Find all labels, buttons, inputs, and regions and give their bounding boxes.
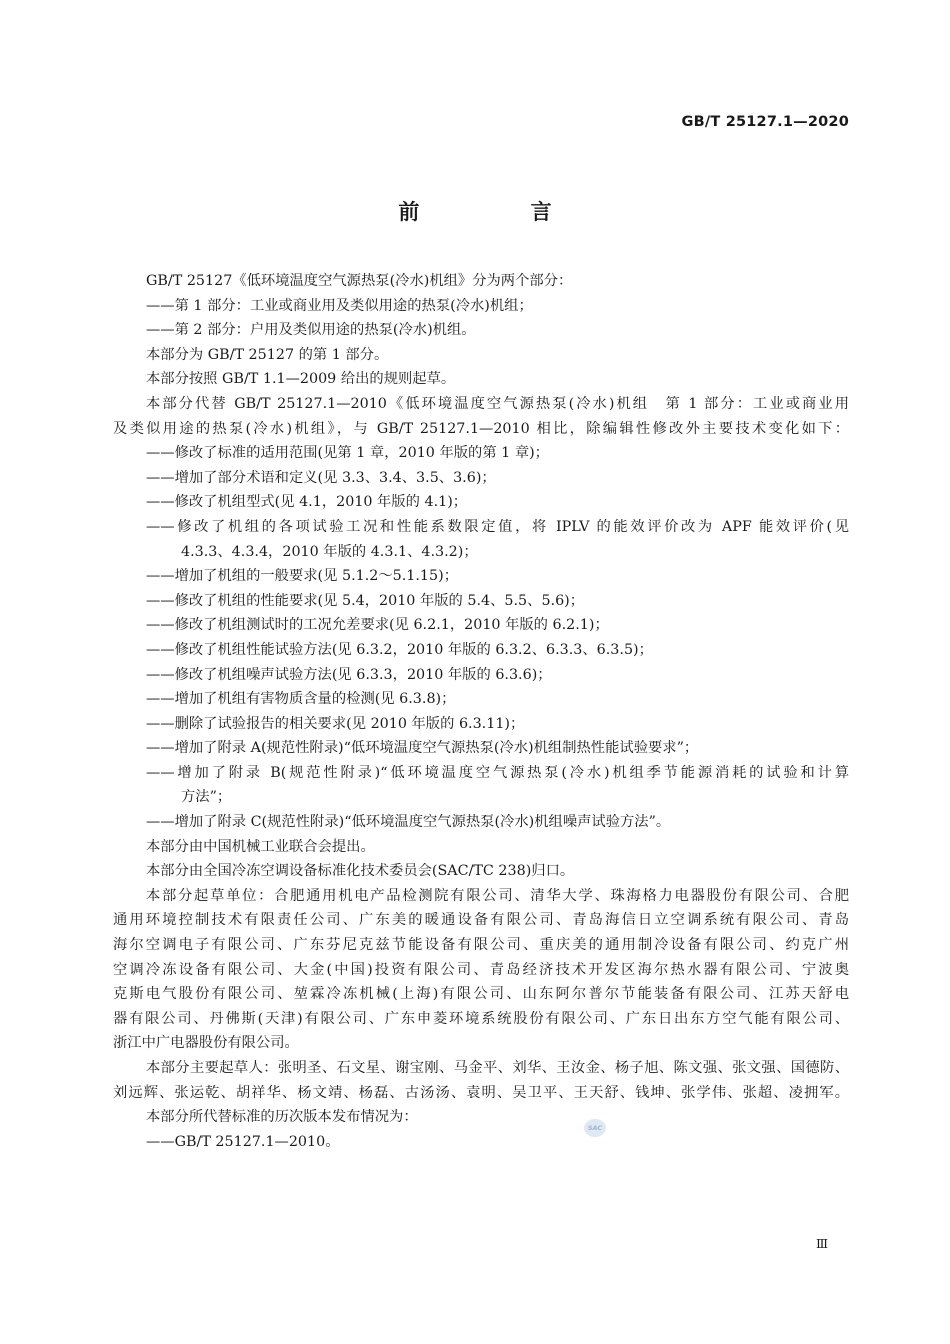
list-item: ——增加了机组有害物质含量的检测(见 6.3.8)；: [146, 691, 456, 708]
list-item: ——修改了机组型式(见 4.1，2010 年版的 4.1)；: [146, 494, 468, 511]
text-line: 本部分主要起草人：张明圣、石文星、谢宝刚、马金平、刘华、王汝金、杨子旭、陈文强、张文强、国德防、: [146, 1060, 849, 1076]
document-body: [113, 269, 849, 1154]
page-title: 前 言: [398, 200, 604, 224]
text-line: 刘远辉、张运乾、胡祥华、杨文靖、杨磊、古汤汤、袁明、吴卫平、王天舒、钱坤、张学伟、张超、凌拥军。: [113, 1084, 849, 1101]
list-item: ——第 2 部分：户用及类似用途的热泵(冷水)机组。: [146, 322, 476, 339]
list-item: ——删除了试验报告的相关要求(见 2010 年版的 6.3.11)；: [146, 715, 525, 732]
text-line: 本部分按照 GB/T 1.1—2009 给出的规则起草。: [146, 371, 456, 388]
text-line: 本部分所代替标准的历次版本发布情况为：: [146, 1109, 418, 1126]
page-number: Ⅲ: [815, 1236, 828, 1251]
text-line: 及类似用途的热泵(冷水)机组》，与 GB/T 25127.1—2010 相比，除编辑性修改外主要技术变化如下：: [113, 420, 849, 437]
text-line: 本部分代替 GB/T 25127.1—2010《低环境温度空气源热泵(冷水)机组 第 1 部分：工业或商业用: [146, 395, 849, 412]
list-item: ——修改了标准的适用范围(见第 1 章，2010 年版的第 1 章)；: [146, 445, 549, 462]
text-line: 浙江中广电器股份有限公司。: [113, 1035, 299, 1052]
list-item: ——修改了机组测试时的工况允差要求(见 6.2.1，2010 年版的 6.2.1)；: [146, 617, 609, 634]
list-item: ——增加了部分术语和定义(见 3.3、3.4、3.5、3.6)；: [146, 469, 496, 486]
list-item: ——GB/T 25127.1—2010。: [146, 1133, 340, 1150]
text-line: 空调冷冻设备有限公司、大金(中国)投资有限公司、青岛经济技术开发区海尔热水器有限公司、宁波奥: [113, 961, 849, 978]
standard-code: GB/T 25127.1—2020: [681, 114, 849, 130]
list-item-continuation: 4.3.3、4.3.4，2010 年版的 4.3.1、4.3.2)；: [181, 543, 478, 560]
text-line: 器有限公司、丹佛斯(天津)有限公司、广东申菱环境系统股份有限公司、广东日出东方空气能有限公司、: [113, 1010, 849, 1027]
list-item: ——修改了机组的性能要求(见 5.4，2010 年版的 5.4、5.5、5.6)；: [146, 592, 585, 609]
list-item: ——增加了附录 B(规范性附录)“低环境温度空气源热泵(冷水)机组季节能源消耗的试验和计算: [146, 764, 849, 781]
list-item: ——修改了机组性能试验方法(见 6.3.2，2010 年版的 6.3.2、6.3.3、6.3.5)；: [146, 641, 653, 658]
list-item: ——修改了机组噪声试验方法(见 6.3.3，2010 年版的 6.3.6)；: [146, 666, 552, 683]
list-item: ——第 1 部分：工业或商业用及类似用途的热泵(冷水)机组；: [146, 297, 533, 314]
text-line: 通用环境控制技术有限责任公司、广东美的暖通设备有限公司、青岛海信日立空调系统有限公司、青岛: [113, 912, 849, 929]
text-line: 本部分起草单位：合肥通用机电产品检测院有限公司、清华大学、珠海格力电器股份有限公司、合肥: [146, 887, 849, 904]
list-item: ——增加了附录 C(规范性附录)“低环境温度空气源热泵(冷水)机组噪声试验方法”。: [146, 814, 671, 831]
text-line: 本部分由中国机械工业联合会提出。: [146, 838, 375, 855]
list-item: ——增加了机组的一般要求(见 5.1.2～5.1.15)；: [146, 568, 459, 585]
text-line: 本部分为 GB/T 25127 的第 1 部分。: [146, 346, 389, 363]
text-line: 本部分由全国冷冻空调设备标准化技术委员会(SAC/TC 238)归口。: [146, 863, 575, 880]
text-line: 克斯电气股份有限公司、堃霖冷冻机械(上海)有限公司、山东阿尔普尔节能装备有限公司、江苏天舒电: [113, 986, 849, 1003]
text-line: 海尔空调电子有限公司、广东芬尼克兹节能设备有限公司、重庆美的通用制冷设备有限公司、约克广州: [113, 937, 849, 954]
text-line: GB/T 25127《低环境温度空气源热泵(冷水)机组》分为两个部分：: [146, 273, 573, 289]
list-item: ——增加了附录 A(规范性附录)“低环境温度空气源热泵(冷水)机组制热性能试验要求”；: [146, 740, 699, 757]
list-item: ——修改了机组的各项试验工况和性能系数限定值，将 IPLV 的能效评价改为 APF 能效评价(见: [146, 518, 849, 535]
list-item-continuation: 方法”；: [181, 789, 232, 806]
sac-watermark-logo: SAC: [584, 1119, 606, 1137]
